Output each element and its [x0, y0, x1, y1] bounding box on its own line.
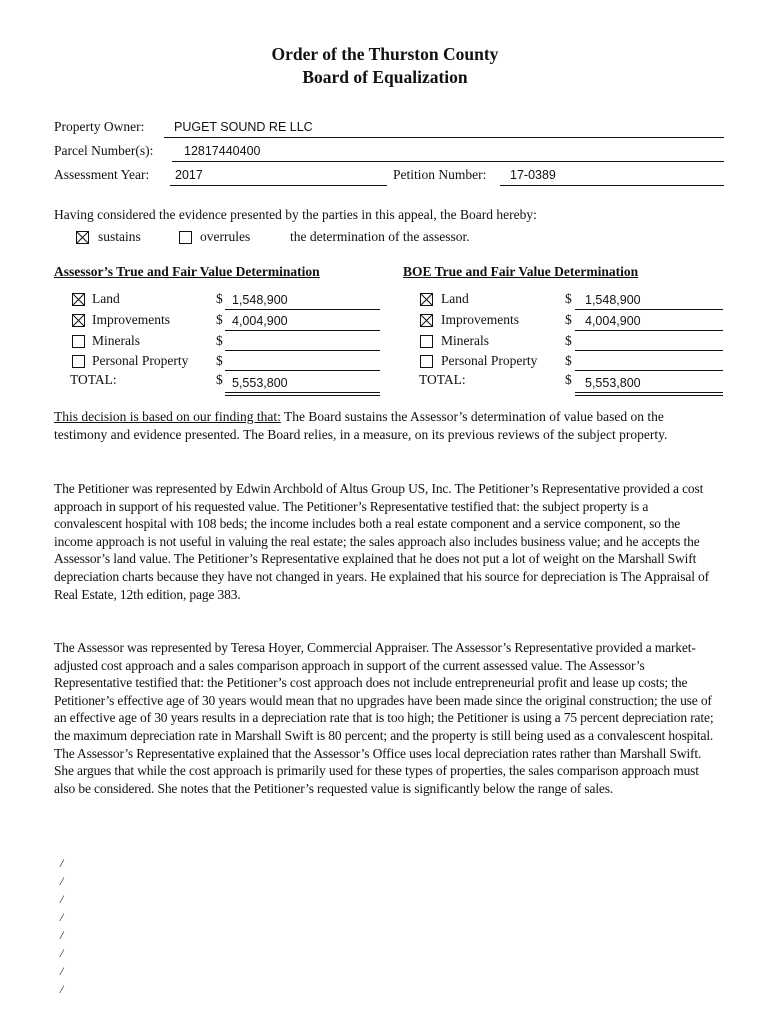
boe-total-label: TOTAL: [419, 372, 466, 387]
boe-improvements-checkbox[interactable] [420, 314, 433, 327]
assessor-improvements-label: Improvements [92, 312, 170, 327]
sustains-label: sustains [98, 229, 141, 244]
assessor-personal-line [225, 370, 380, 371]
assessor-paragraph: The Assessor was represented by Teresa Hoyer, Commercial Appraiser. The Assessor’s Representative provided a market-adjusted cost approach and a sales comparison approach in support of the current assessed value. The Assessor’s Representative testified that: the Petitioner’s cost approach does not include entrepreneurial profit and lease up costs; the Petitioner’s effective age of 30 years would mean that no upgrades have been made since the original construction; the use of an effective age of 30 years results in a depreciation rate that is too high; the Petitioner is using a 75 percent depreciation rate; the maximum depreciation rate in Marshall Swift is 80 percent; and the property is still being used as a convalescent hospital. The Assessor’s Representative explained that the Assessor’s Office uses local depreciation rates rather than Marshall Swift. She argues that while the cost approach is primarily used for these types of properties, the sales comparison approach must also be considered. She notes that the Petitioner’s requested value is significantly below the range of sales. [54, 640, 714, 796]
boe-minerals-line [575, 350, 723, 351]
boe-improvements-dollar: $ [565, 312, 572, 327]
check-x-icon [421, 315, 432, 326]
assessor-personal-checkbox[interactable] [72, 355, 85, 368]
petition-value: 17-0389 [510, 168, 556, 182]
assessor-total-value: 5,553,800 [232, 376, 288, 390]
boe-personal-label: Personal Property [441, 353, 538, 368]
continuation-mark: / [60, 982, 64, 996]
boe-minerals-dollar: $ [565, 333, 572, 348]
parcel-underline [172, 161, 724, 162]
overrules-label: overrules [200, 229, 251, 244]
page-title-line1: Order of the Thurston County [271, 44, 499, 64]
assessor-total-label: TOTAL: [70, 372, 117, 387]
assessor-improvements-dollar: $ [216, 312, 223, 327]
assessor-minerals-dollar: $ [216, 333, 223, 348]
assessor-personal-dollar: $ [216, 353, 223, 368]
assessor-land-dollar: $ [216, 291, 223, 306]
boe-land-line [575, 309, 723, 310]
year-underline [170, 185, 387, 186]
boe-improvements-line [575, 330, 723, 331]
continuation-mark: / [60, 856, 64, 870]
continuation-mark: / [60, 964, 64, 978]
continuation-mark: / [60, 892, 64, 906]
check-x-icon [73, 315, 84, 326]
assessor-minerals-checkbox[interactable] [72, 335, 85, 348]
assessor-total-dollar: $ [216, 372, 223, 387]
boe-personal-dollar: $ [565, 353, 572, 368]
year-value: 2017 [175, 168, 203, 182]
check-x-icon [77, 232, 88, 243]
boe-land-checkbox[interactable] [420, 293, 433, 306]
finding-paragraph [54, 408, 718, 443]
boe-total-value: 5,553,800 [585, 376, 641, 390]
boe-improvements-label: Improvements [441, 312, 519, 327]
finding-text: The Board sustains the Assessor’s determination of value based on the testimony and evidence presented. The Board relies, in a measure, on its previous reviews of the subject property. [54, 409, 668, 442]
assessor-land-label: Land [92, 291, 120, 306]
petitioner-paragraph: The Petitioner was represented by Edwin Archbold of Altus Group US, Inc. The Petitioner’s Representative provided a cost approach in support of his requested value. The Petitioner’s Representative testified that: the subject property is a convalescent hospital with 108 beds; the income includes both a real estate component and a service component, so the income approach is not useful in valuing the real estate; the sales approach also includes business value; and he accepts the Assessor’s land value. The Petitioner’s Representative explained that he does not put a lot of weight on the Marshall Swift depreciation charts because they have not changed in years. He explained that his source for depreciation is The Appraisal of Real Estate, 12th edition, page 383. [54, 481, 709, 602]
continuation-mark: / [60, 910, 64, 924]
boe-improvements-value: 4,004,900 [585, 314, 641, 328]
assessor-improvements-checkbox[interactable] [72, 314, 85, 327]
assessor-land-line [225, 309, 380, 310]
check-x-icon [73, 294, 84, 305]
boe-heading: BOE True and Fair Value Determination [403, 264, 639, 279]
assessor-improvements-line [225, 330, 380, 331]
assessor-heading: Assessor’s True and Fair Value Determination [54, 264, 320, 279]
year-label: Assessment Year: [54, 167, 150, 182]
boe-land-dollar: $ [565, 291, 572, 306]
assessor-personal-label: Personal Property [92, 353, 189, 368]
page-title-line2: Board of Equalization [302, 67, 468, 87]
owner-label: Property Owner: [54, 119, 145, 134]
assessor-land-checkbox[interactable] [72, 293, 85, 306]
assessor-minerals-line [225, 350, 380, 351]
decision-suffix: the determination of the assessor. [290, 229, 470, 244]
decision-intro: Having considered the evidence presented by the parties in this appeal, the Board hereby: [54, 207, 537, 222]
assessor-improvements-value: 4,004,900 [232, 314, 288, 328]
petition-label: Petition Number: [393, 167, 487, 182]
check-x-icon [421, 294, 432, 305]
overrules-checkbox[interactable] [179, 231, 192, 244]
boe-land-label: Land [441, 291, 469, 306]
parcel-label: Parcel Number(s): [54, 143, 154, 158]
continuation-mark: / [60, 928, 64, 942]
petition-underline [500, 185, 724, 186]
continuation-mark: / [60, 874, 64, 888]
continuation-mark: / [60, 946, 64, 960]
boe-personal-line [575, 370, 723, 371]
parcel-value: 12817440400 [184, 144, 261, 158]
boe-personal-checkbox[interactable] [420, 355, 433, 368]
boe-total-double-line [575, 392, 723, 396]
assessor-minerals-label: Minerals [92, 333, 140, 348]
assessor-total-double-line [225, 392, 380, 396]
boe-total-dollar: $ [565, 372, 572, 387]
boe-land-value: 1,548,900 [585, 293, 641, 307]
owner-underline [164, 137, 724, 138]
boe-minerals-checkbox[interactable] [420, 335, 433, 348]
assessor-land-value: 1,548,900 [232, 293, 288, 307]
owner-value: PUGET SOUND RE LLC [174, 120, 313, 134]
sustains-checkbox[interactable] [76, 231, 89, 244]
finding-heading: This decision is based on our finding that: [54, 409, 281, 424]
boe-minerals-label: Minerals [441, 333, 489, 348]
